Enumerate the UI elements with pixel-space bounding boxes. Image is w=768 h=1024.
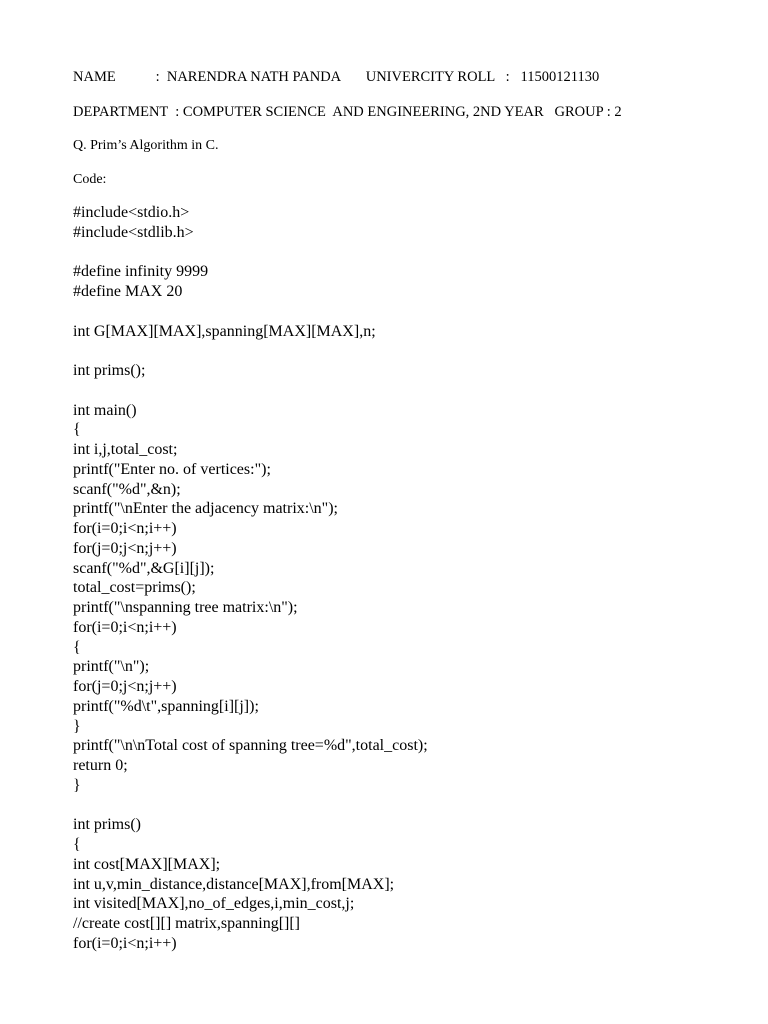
code-line: printf("\n"); bbox=[73, 658, 150, 676]
code-line: #define infinity 9999 bbox=[73, 263, 209, 281]
code-line bbox=[73, 381, 733, 401]
code-line: #define MAX 20 bbox=[73, 283, 183, 300]
code-line: int G[MAX][MAX],spanning[MAX][MAX],n; bbox=[73, 322, 376, 340]
code-line bbox=[73, 341, 733, 361]
code-line bbox=[73, 302, 733, 322]
code-line: return 0; bbox=[73, 757, 128, 774]
code-line: printf("\nspanning tree matrix:\n"); bbox=[73, 599, 298, 616]
name-roll-line: NAME : NARENDRA NATH PANDA UNIVERCITY ROLL : 11500121130 bbox=[73, 69, 600, 85]
code-line: printf("\nEnter the adjacency matrix:\n"); bbox=[73, 500, 338, 518]
code-line: } bbox=[73, 717, 81, 735]
code-line: scanf("%d",&n); bbox=[73, 480, 181, 498]
code-line: int main() bbox=[73, 401, 137, 419]
code-line: printf("%d\t",spanning[i][j]); bbox=[73, 697, 259, 715]
code-line: int prims() bbox=[73, 816, 141, 834]
student-name: NARENDRA NATH PANDA bbox=[166, 69, 341, 85]
code-label: Code: bbox=[73, 172, 107, 187]
code-line: int i,j,total_cost; bbox=[73, 441, 178, 458]
code-line: for(i=0;i<n;i++) bbox=[73, 934, 177, 952]
code-line: for(i=0;i<n;i++) bbox=[73, 618, 177, 636]
code-line: int u,v,min_distance,distance[MAX],from[MAX]; bbox=[73, 875, 395, 893]
code-line: for(i=0;i<n;i++) bbox=[73, 520, 177, 537]
code-line: { bbox=[73, 836, 81, 853]
code-line: int visited[MAX],no_of_edges,i,min_cost,j; bbox=[73, 895, 355, 913]
code-listing bbox=[73, 203, 733, 954]
roll-number: 11500121130 bbox=[520, 69, 600, 85]
code-line: total_cost=prims(); bbox=[73, 579, 196, 597]
code-line: printf("Enter no. of vertices:"); bbox=[73, 460, 271, 478]
code-line: #include<stdlib.h> bbox=[73, 223, 194, 241]
code-line: printf("\n\nTotal cost of spanning tree=%d",total_cost); bbox=[73, 737, 428, 755]
code-line: for(j=0;j<n;j++) bbox=[73, 678, 177, 695]
code-line: int cost[MAX][MAX]; bbox=[73, 855, 221, 873]
question-title: Q. Prim’s Algorithm in C. bbox=[73, 138, 219, 153]
department-line: DEPARTMENT : COMPUTER SCIENCE AND ENGINEERING, 2ND YEAR GROUP : 2 bbox=[73, 104, 622, 120]
code-line: } bbox=[73, 776, 81, 794]
code-line bbox=[73, 243, 733, 263]
code-line: #include<stdio.h> bbox=[73, 204, 190, 221]
code-line: //create cost[][] matrix,spanning[][] bbox=[73, 915, 301, 932]
code-line: int prims(); bbox=[73, 362, 146, 379]
code-line bbox=[73, 796, 733, 816]
name-label: NAME bbox=[73, 69, 116, 85]
roll-label: UNIVERCITY ROLL bbox=[365, 69, 495, 85]
code-line: scanf("%d",&G[i][j]); bbox=[73, 559, 215, 577]
code-line: { bbox=[73, 638, 81, 656]
code-line: for(j=0;j<n;j++) bbox=[73, 539, 177, 557]
code-line: { bbox=[73, 421, 81, 439]
